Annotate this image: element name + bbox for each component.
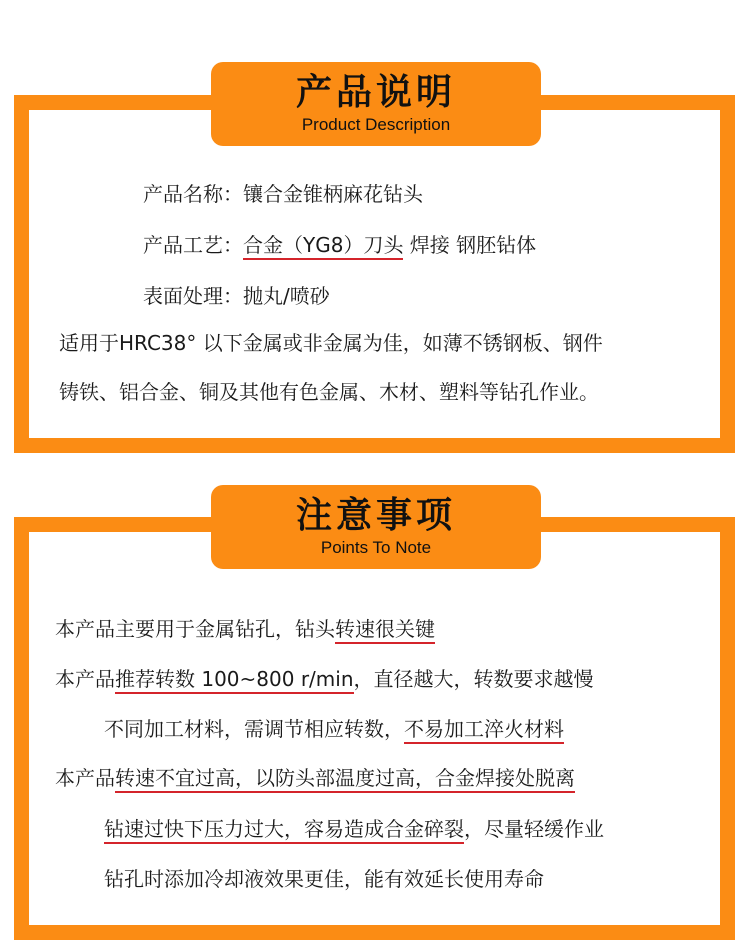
note-2-text-a: 本产品 bbox=[55, 667, 115, 691]
product-name-value: 镶合金锥柄麻花钻头 bbox=[243, 182, 423, 206]
note-line-2 bbox=[55, 666, 594, 692]
section-title-en: Points To Note bbox=[320, 538, 432, 557]
note-line-5 bbox=[104, 816, 604, 842]
note-line-4 bbox=[55, 765, 575, 791]
note-5-highlight: 钻速过快下压力过大，容易造成合金碎裂 bbox=[104, 817, 464, 844]
note-1-highlight: 转速很关键 bbox=[335, 617, 435, 644]
points-to-note-header bbox=[211, 485, 541, 569]
section-title-cn: 产品说明 bbox=[295, 72, 456, 113]
product-description-header bbox=[211, 62, 541, 146]
note-5-text: ，尽量轻缓作业 bbox=[464, 817, 604, 841]
section-title-en: Product Description bbox=[301, 115, 451, 134]
note-line-6: 钻孔时添加冷却液效果更佳，能有效延长使用寿命 bbox=[104, 867, 544, 891]
note-line-1 bbox=[55, 616, 435, 642]
note-4-highlight: 转速不宜过高，以防头部温度过高，合金焊接处脱离 bbox=[115, 766, 575, 793]
surface-treatment-value: 抛丸/喷砂 bbox=[243, 284, 330, 308]
product-name-line bbox=[143, 181, 423, 207]
note-2-text-b: ，直径越大，转数要求越慢 bbox=[353, 667, 594, 691]
usage-line-2: 铸铁、铝合金、铜及其他有色金属、木材、塑料等钻孔作业。 bbox=[59, 380, 599, 404]
note-1-text: 本产品主要用于金属钻孔，钻头 bbox=[55, 617, 335, 641]
usage-line-1: 适用于HRC38° 以下金属或非金属为佳，如薄不锈钢板、钢件 bbox=[59, 331, 603, 355]
note-4-text: 本产品 bbox=[55, 766, 115, 790]
product-process-line bbox=[143, 232, 536, 258]
section-title-cn: 注意事项 bbox=[295, 495, 456, 536]
product-name-label: 产品名称： bbox=[143, 182, 243, 206]
surface-treatment-label: 表面处理： bbox=[143, 284, 243, 308]
note-3-highlight: 不易加工淬火材料 bbox=[404, 717, 564, 744]
product-process-label: 产品工艺： bbox=[143, 233, 243, 257]
surface-treatment-line bbox=[143, 283, 330, 309]
product-process-rest: 焊接 钢胚钻体 bbox=[403, 233, 537, 257]
note-line-3 bbox=[104, 716, 564, 742]
note-2-highlight: 推荐转数 100~800 r/min bbox=[115, 667, 354, 694]
note-3-text: 不同加工材料，需调节相应转数， bbox=[104, 717, 404, 741]
product-process-highlight: 合金（YG8）刀头 bbox=[243, 233, 403, 260]
